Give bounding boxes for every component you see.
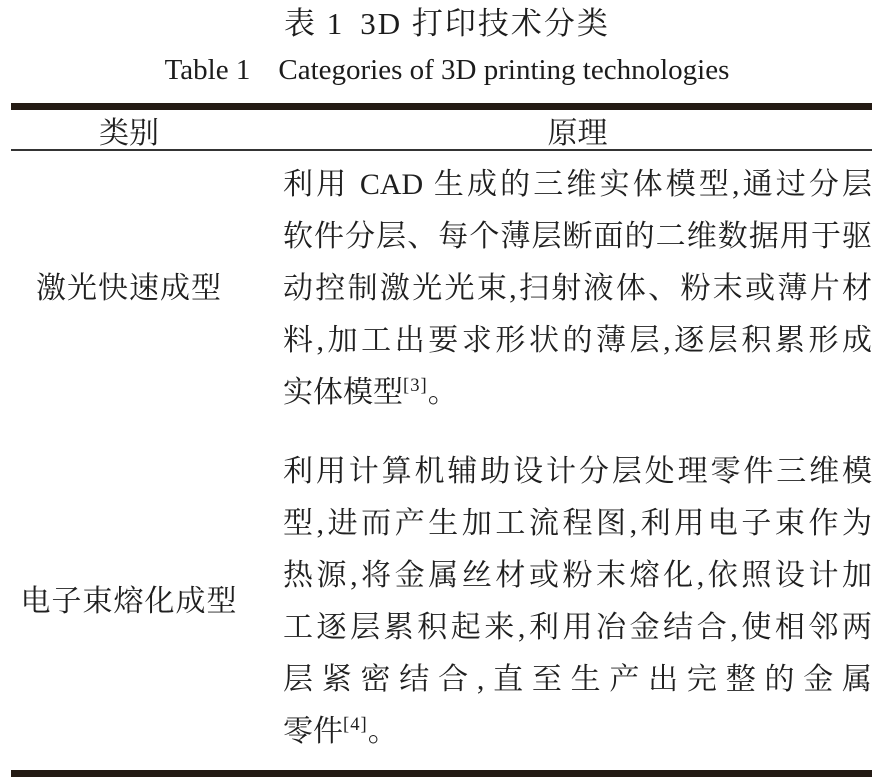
principle-text: 实体模型 (283, 376, 403, 409)
table-title-text-cn: 3D 打印技术分类 (360, 6, 610, 41)
principle-line: 层紧密结合,直至生产出完整的金属 (283, 663, 872, 696)
table-row (11, 159, 872, 419)
table-number-cn: 表 1 (284, 6, 345, 41)
principle-line: 型,进而产生加工流程图,利用电子束作为 (283, 507, 872, 540)
table-title-english (0, 52, 894, 88)
period: 。 (367, 715, 398, 748)
principle-cell (283, 159, 872, 419)
table-title-chinese (0, 0, 894, 44)
principle-line: 利用计算机辅助设计分层处理零件三维模 (283, 455, 872, 488)
table-body (11, 151, 872, 770)
table-header-row (11, 110, 872, 149)
table (11, 103, 872, 777)
principle-line: 动控制激光光束,扫射液体、粉末或薄片材 (283, 272, 872, 305)
principle-text: 零件 (283, 715, 343, 748)
principle-line: 工逐层累积起来,利用冶金结合,使相邻两 (283, 611, 872, 644)
table-number-en: Table 1 (164, 54, 251, 86)
principle-cell (283, 446, 872, 758)
principle-line-last (283, 706, 872, 758)
citation-ref: [3] (403, 375, 428, 396)
principle-line-last (283, 367, 872, 419)
principle-line: 料,加工出要求形状的薄层,逐层积累形成 (283, 324, 872, 357)
principle-line: 利用 CAD 生成的三维实体模型,通过分层 (283, 168, 872, 201)
table-title-text-en: Categories of 3D printing technologies (278, 54, 730, 86)
principle-line: 软件分层、每个薄层断面的二维数据用于驱 (283, 220, 872, 253)
period: 。 (427, 376, 458, 409)
category-cell: 电子束熔化成型 (20, 585, 238, 618)
header-category: 类别 (99, 116, 159, 150)
category-cell: 激光快速成型 (36, 272, 222, 305)
table-bottom-rule (11, 770, 872, 777)
table-row (11, 446, 872, 758)
header-principle: 原理 (547, 116, 608, 150)
principle-line: 热源,将金属丝材或粉末熔化,依照设计加 (283, 559, 872, 592)
citation-ref: [4] (343, 714, 368, 735)
